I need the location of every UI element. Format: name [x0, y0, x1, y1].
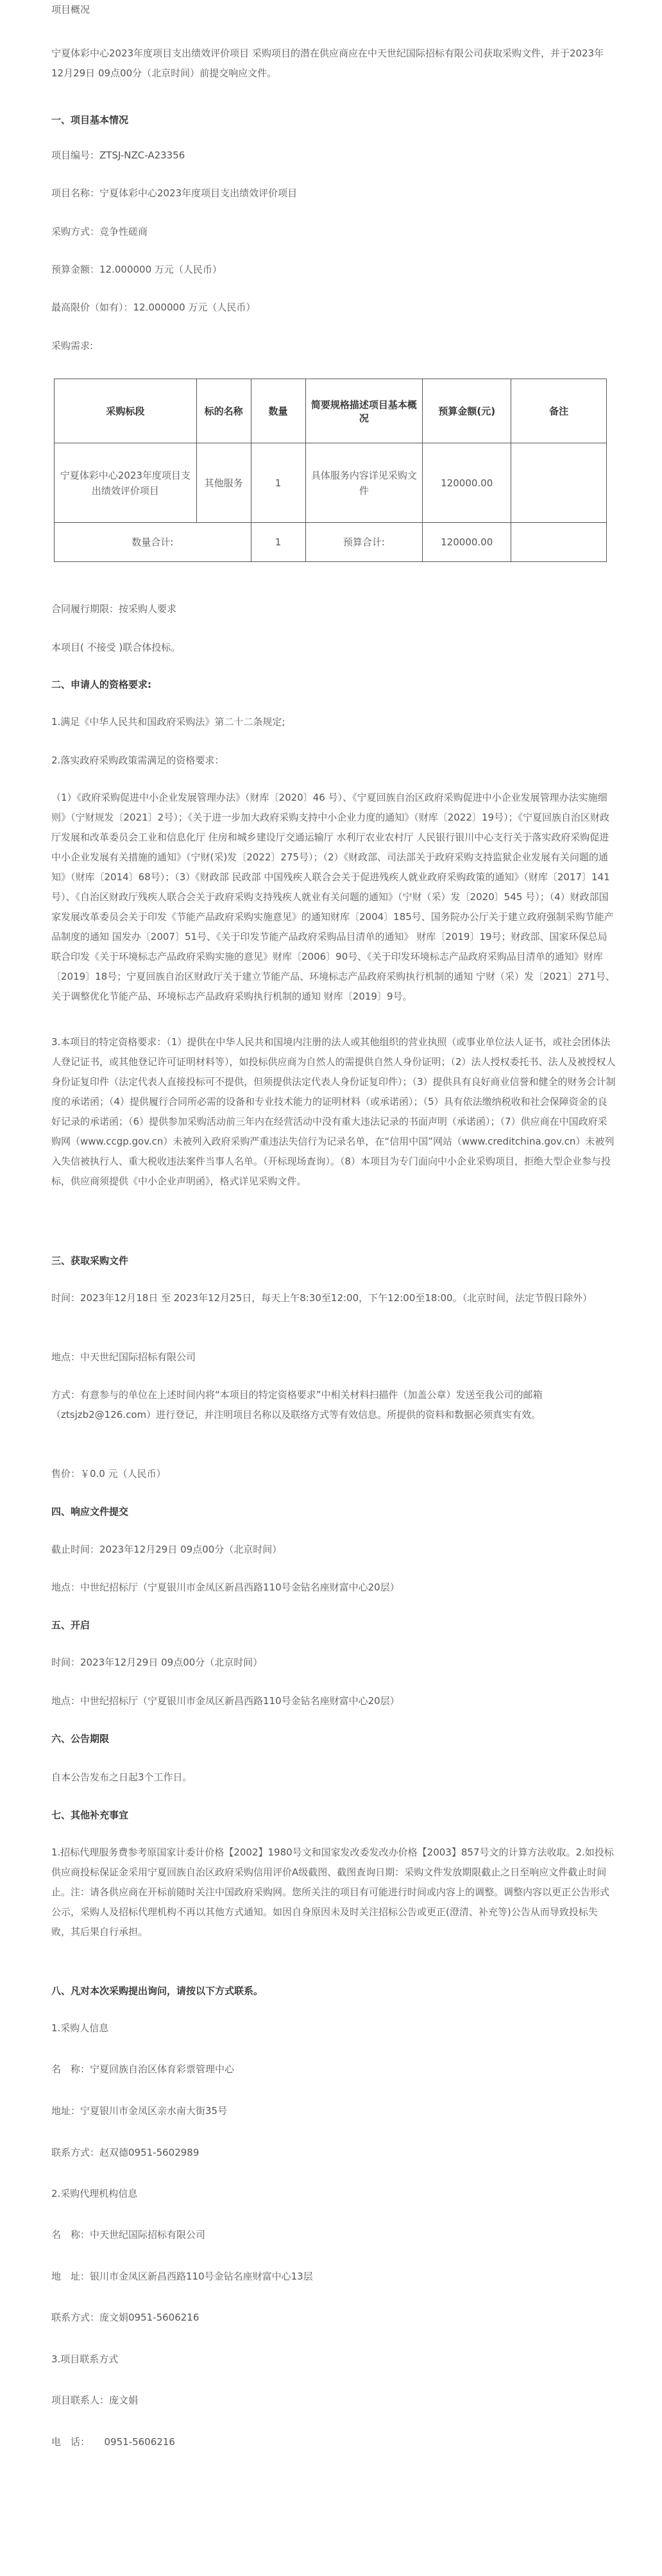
cell-lot: 宁夏体彩中心2023年度项目支出绩效评价项目	[55, 443, 197, 523]
contact-3-title: 3.项目联系方式	[51, 2353, 119, 2365]
section-caption: 项目概况	[51, 4, 90, 15]
agency-contact: 联系方式：庞文娟0951-5606216	[51, 2312, 199, 2323]
obtain-time: 时间：2023年12月18日 至 2023年12月25日，每天上午8:30至12:00，下午12:00至18:00。（北京时间，法定节假日除外）	[51, 1292, 593, 1304]
total-budget: 120000.00	[423, 523, 511, 562]
purchaser-contact: 联系方式：赵双德0951-5602989	[51, 2147, 199, 2158]
obtain-place: 地点：中天世纪国际招标有限公司	[51, 1351, 196, 1363]
table-row	[55, 443, 607, 523]
project-name: 项目名称：宁夏体彩中心2023年度项目支出绩效评价项目	[51, 187, 298, 199]
obtain-method: 方式：有意参与的单位在上述时间内将“本项目的特定资格要求”中相关材料扫描件（加盖公章）发送至我公司的邮箱（ztsjzb2@126.com）进行登记，并注明项目名称以及联络方式等有效信息。所提供的资料和数据必须真实有效。	[51, 1389, 543, 1420]
open-place: 地点：中世纪招标厅（宁夏银川市金凤区新昌西路110号金钻名座财富中心20层）	[51, 1695, 400, 1707]
total-remark	[511, 523, 607, 562]
agency-address: 地 址：银川市金凤区新昌西路110号金钻名座财富中心13层	[51, 2271, 313, 2282]
budget-amount: 预算金额：12.000000 万元（人民币）	[51, 264, 222, 275]
project-contact-person: 项目联系人：庞文娟	[51, 2394, 139, 2406]
header-item: 标的名称	[196, 379, 251, 443]
header-lot: 采购标段	[55, 379, 197, 443]
cell-spec: 具体服务内容详见采购文件	[305, 443, 423, 523]
total-budget-label: 预算合计:	[305, 523, 423, 562]
section-2-title: 二、申请人的资格要求:	[51, 679, 151, 690]
submit-deadline: 截止时间：2023年12月29日 09点00分（北京时间）	[51, 1544, 282, 1555]
requirement-1: 1.满足《中华人民共和国政府采购法》第二十二条规定;	[51, 716, 285, 728]
submit-place: 地点：中世纪招标厅（宁夏银川市金凤区新昌西路110号金钻名座财富中心20层）	[51, 1582, 400, 1593]
overview-text: 宁夏体彩中心2023年度项目支出绩效评价项目 采购项目的潜在供应商应在中天世纪国际招标有限公司获取采购文件，并于2023年12月29日 09点00分（北京时间）前提交响应文件。	[51, 47, 604, 79]
total-qty: 1	[251, 523, 305, 562]
max-price: 最高限价（如有）：12.000000 万元（人民币）	[51, 302, 256, 313]
project-number: 项目编号：ZTSJ-NZC-A23356	[51, 149, 185, 161]
header-qty: 数量	[251, 379, 305, 443]
purchaser-name: 名 称：宁夏回族自治区体育彩票管理中心	[51, 2063, 235, 2075]
cell-qty: 1	[251, 443, 305, 523]
header-spec: 简要规格描述项目基本概况	[305, 379, 423, 443]
procurement-method: 采购方式：竞争性磋商	[51, 226, 148, 237]
cell-budget: 120000.00	[423, 443, 511, 523]
contact-2-title: 2.采购代理机构信息	[51, 2188, 138, 2199]
section-5-title: 五、开启	[51, 1619, 90, 1631]
consortium-note: 本项目( 不接受 )联合体投标。	[51, 642, 181, 653]
policy-requirements: （1）《政府采购促进中小企业发展管理办法》（财库〔2020〕46 号）、《宁夏回族自治区政府采购促进中小企业发展管理办法实施细则》（宁财规发〔2021〕2号）；《关于进一步加大政府采购支持中小企业力度的通知》（财库〔2022〕19号）；《宁夏回族自治区财政厅发展和改革委员会工业和信息化厅 住房和城乡建设厅交通运输厅 水利厅农业农村厅 人民银行银川中心支行关于落实政府采购促进中小企业发展有关措施的通知》（宁财(采)发〔2022〕275号）；（2）《财政部、司法部关于政府采购支持监狱企业发展有关问题的通知》（财库〔2014〕68号）；（3）《财政部 民政部 中国残疾人联合会关于促进残疾人就业政府采购政策的通知》（财库〔2017〕141 号）、《自治区财政厅残疾人联合会关于政府采购支持残疾人就业有关问题的通知》（宁财（采）发〔2020〕545 号）；（4）财政部国家发展改革委员会关于印发《节能产品政府采购实施意见》的通知财库〔2004〕185号、国务院办公厅关于建立政府强制采购节能产品制度的通知 国发办〔2007〕51号、《关于印发节能产品政府采购品目清单的通知》 财库〔2019〕19号；财政部、国家环保总局联合印发《关于环境标志产品政府采购实施的意见》财库〔2006〕90号、《关于印发环境标志产品政府采购品目清单的通知》财库〔2019〕18号；宁夏回族自治区财政厅关于建立节能产品、环境标志产品政府采购执行机制的通知 宁财（采）发〔2021〕271号、关于调整优化节能产品、环境标志产品政府采购执行机制的通知 财库〔2019〕9号。	[51, 792, 615, 1002]
document-price: 售价：￥0.0 元（人民币）	[51, 1468, 166, 1480]
agency-name: 名 称：中天世纪国际招标有限公司	[51, 2229, 206, 2240]
section-3-title: 三、获取采购文件	[51, 1255, 129, 1267]
table-total-row	[55, 523, 607, 562]
needs-label: 采购需求:	[51, 340, 94, 352]
project-contact-phone: 电 话： 0951-5606216	[51, 2436, 175, 2448]
purchaser-address: 地址：宁夏银川市金凤区亲水南大街35号	[51, 2105, 228, 2117]
section-7-title: 七、其他补充事宜	[51, 1809, 129, 1821]
notice-period: 自本公告发布之日起3个工作日。	[51, 1771, 192, 1783]
section-8-title: 八、凡对本次采购提出询问，请按以下方式联系。	[51, 1985, 264, 1997]
requirement-3: 3.本项目的特定资格要求：（1）提供在中华人民共和国境内注册的法人或其他组织的营业执照（或事业单位法人证书，或社会团体法人登记证书，或其他登记许可证明材料等），如投标供应商为自然人的需提供自然人身份证明；（2）法人授权委托书、法人及被授权人身份证复印件（法定代表人直接投标可不提供，但须提供法定代表人身份证复印件）；（3）提供具有良好商业信誉和健全的财务会计制度的承诺函；（4）提供履行合同所必需的设备和专业技术能力的证明材料（或承诺函）；（5）具有依法缴纳税收和社会保障资金的良好记录的承诺函；（6）提供参加采购活动前三年内在经营活动中没有重大违法记录的书面声明（承诺函）；（7）供应商在中国政府采购网（www.ccgp.gov.cn）未被列入政府采购严重违法失信行为记录名单，在“信用中国”网站（www.creditchina.gov.cn）未被列入失信被执行人、重大税收违法案件当事人名单。（开标现场查询）。（8）本项目为专门面向中小企业采购项目，拒绝大型企业参与投标，供应商须提供《中小企业声明函》，格式详见采购文件。	[51, 1036, 616, 1187]
section-1-title: 一、项目基本情况	[51, 114, 129, 126]
requirement-2: 2.落实政府采购政策需满足的资格要求：	[51, 755, 225, 766]
contract-period: 合同履行期限：按采购人要求	[51, 603, 177, 615]
header-remark: 备注	[511, 379, 607, 443]
header-budget: 预算金额(元)	[423, 379, 511, 443]
section-4-title: 四、响应文件提交	[51, 1506, 129, 1517]
section-6-title: 六、公告期限	[51, 1733, 110, 1744]
open-time: 时间：2023年12月29日 09点00分（北京时间）	[51, 1657, 263, 1668]
table-header-row	[55, 379, 607, 443]
supplement-text: 1.招标代理服务费参考原国家计委计价格【2002】1980号文和国家发改委发改办价格【2003】857号文的计算方法收取。2.如投标供应商投标保证金采用宁夏回族自治区政府采购信用评价A级截图、截图查询日期：采购文件发放期限截止之日至响应文件截止时间止。注：请各供应商在开标前随时关注中国政府采购网。您所关注的项目有可能进行时间或内容上的调整。调整内容以更正公告形式公示，采购人及招标代理机构不再以其他方式通知。如因自身原因未及时关注招标公告或更正(澄清、补充等)公告从而导致投标失败，其后果自行承担。	[51, 1847, 614, 1938]
total-qty-label: 数量合计:	[55, 523, 251, 562]
procurement-table	[54, 379, 607, 562]
cell-item: 其他服务	[196, 443, 251, 523]
contact-1-title: 1.采购人信息	[51, 2022, 109, 2034]
cell-remark	[511, 443, 607, 523]
